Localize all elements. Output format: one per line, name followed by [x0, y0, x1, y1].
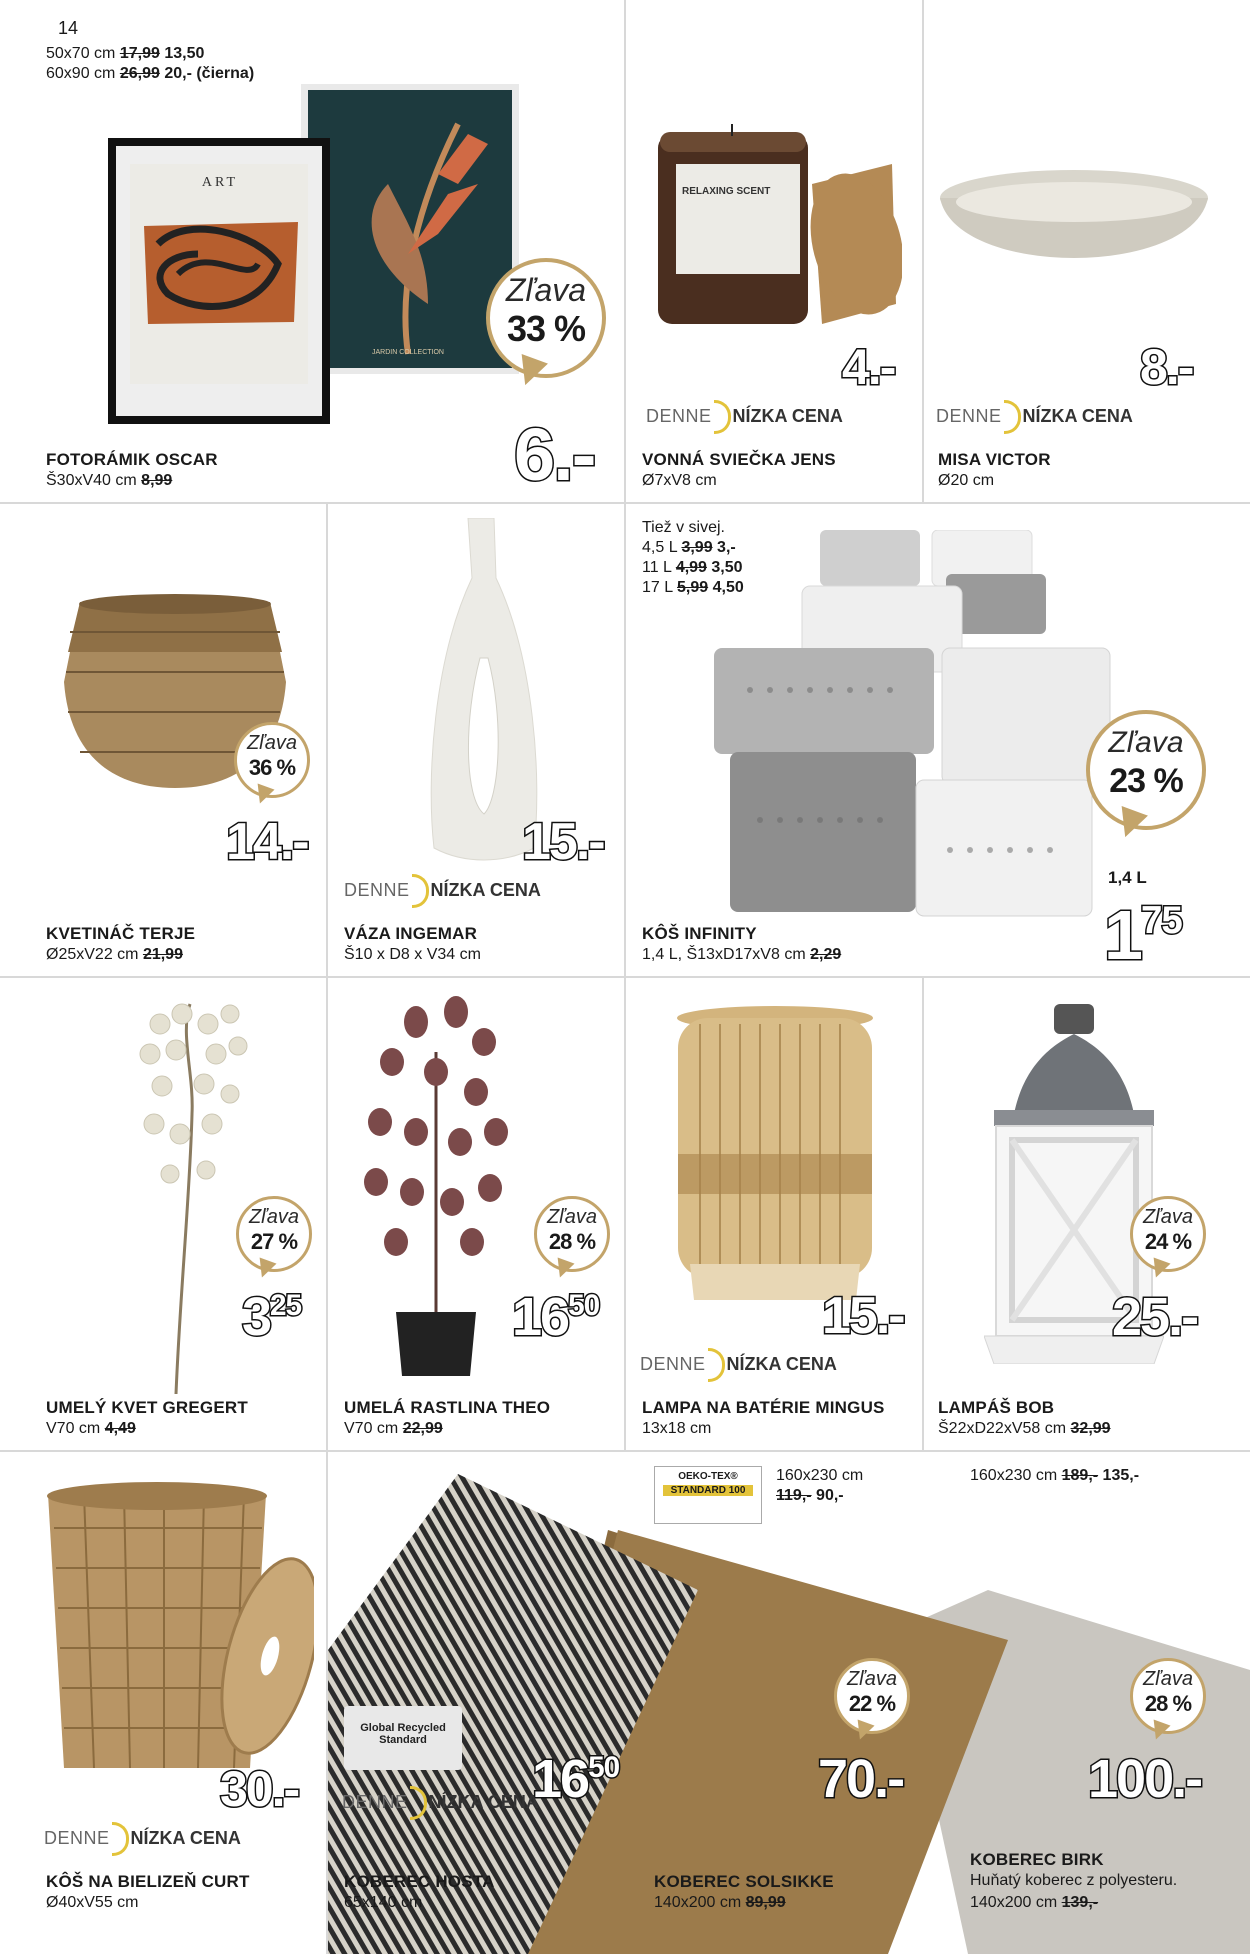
price: 15.- [822, 1287, 904, 1345]
product-desc: Š10 x D8 x V34 cm [344, 946, 481, 963]
product-name: FOTORÁMIK OSCAR [46, 450, 218, 469]
price: 14.- [226, 813, 308, 871]
price: $16^{50}$ [532, 1749, 620, 1809]
divider [326, 976, 328, 1450]
denne-nizka-cena-logo: DENNE NÍZKA CENA [344, 874, 541, 908]
denne-nizka-cena-logo: DENNE NÍZKA CENA [646, 400, 843, 434]
divider [922, 976, 924, 1450]
product-name: VONNÁ SVIEČKA JENS [642, 450, 836, 469]
price: 8.- [1140, 339, 1193, 395]
oscar-size-note: 50x70 cm 17,99 13,50 60x90 cm 26,99 20,- (čierna) [46, 45, 255, 82]
discount-badge: Zľava 27 % [236, 1196, 312, 1272]
product-desc: Huňatý koberec z polyesteru. [970, 1872, 1178, 1889]
discount-badge: Zľava 24 % [1130, 1196, 1206, 1272]
poster-caption: JARDIN COLLECTION [372, 349, 444, 356]
product-desc: V70 cm 4,49 [46, 1420, 136, 1437]
divider [624, 976, 626, 1450]
product-desc: 1,4 L, Š13xD17xV8 cm 2,29 [642, 946, 842, 963]
birk-size-note: 160x230 cm 189,- 135,- [970, 1467, 1140, 1484]
infinity-size-note: Tiež v sivej. 4,5 L 3,99 3,- 11 L 4,99 3,50 17 L 5,99 4,50 [642, 519, 744, 596]
denne-nizka-cena-logo: DENNE NÍZKA CENA [342, 1786, 539, 1820]
price: $1^{75}$ [1104, 896, 1182, 974]
price: 30.- [220, 1761, 299, 1817]
product-desc: Ø7xV8 cm [642, 472, 717, 489]
product-name: KÔŠ NA BIELIZEŇ CURT [46, 1872, 250, 1891]
size-label: 1,4 L [1108, 868, 1147, 887]
artificial-plant-image [356, 992, 516, 1378]
divider [326, 502, 328, 976]
product-desc: Ø20 cm [938, 472, 995, 489]
price: 70.- [818, 1749, 904, 1809]
product-name: KÔŠ INFINITY [642, 924, 757, 943]
global-recycled-standard-logo: Global Recycled Standard [344, 1706, 462, 1770]
product-desc: Š30xV40 cm 8,99 [46, 472, 173, 489]
product-desc: Š22xD22xV58 cm 32,99 [938, 1420, 1111, 1437]
price: $16^{50}$ [512, 1287, 600, 1347]
divider [0, 1450, 1250, 1452]
product-desc: 65x140 cm [344, 1894, 423, 1911]
product-desc: 140x200 cm 89,99 [654, 1894, 786, 1911]
candle-label: RELAXING SCENT [682, 186, 771, 197]
price: 100.- [1088, 1749, 1202, 1809]
product-name: LAMPÁŠ BOB [938, 1398, 1055, 1417]
lamp-image [670, 1004, 880, 1304]
laundry-basket-image [44, 1478, 314, 1778]
price: 6.- [514, 413, 595, 496]
divider [922, 0, 924, 502]
product-name: KOBEREC HOSTA [344, 1872, 495, 1891]
page-number: 14 [58, 18, 79, 38]
discount-badge: Zľava 33 % [486, 258, 606, 378]
product-desc: 140x200 cm 139,- [970, 1894, 1099, 1911]
product-name: UMELÁ RASTLINA THEO [344, 1398, 551, 1417]
poster-title: ART [201, 175, 239, 190]
price: 25.- [1112, 1287, 1198, 1347]
product-name: KOBEREC SOLSIKKE [654, 1872, 834, 1891]
product-desc: Ø40xV55 cm [46, 1894, 139, 1911]
denne-nizka-cena-logo: DENNE NÍZKA CENA [640, 1348, 837, 1382]
storage-baskets-image [710, 530, 1116, 920]
discount-badge: Zľava 36 % [234, 722, 310, 798]
divider [624, 502, 626, 976]
product-desc: 13x18 cm [642, 1420, 712, 1437]
discount-badge: Zľava 22 % [834, 1658, 910, 1734]
divider [624, 0, 626, 502]
price: $3^{25}$ [242, 1287, 302, 1347]
discount-badge: Zľava 28 % [534, 1196, 610, 1272]
discount-badge: Zľava 23 % [1086, 710, 1206, 830]
oeko-tex-label: OEKO-TEX® STANDARD 100 [654, 1466, 762, 1524]
price: 15.- [522, 813, 604, 871]
discount-badge: Zľava 28 % [1130, 1658, 1206, 1734]
artificial-flower-image [120, 994, 260, 1394]
picture-frames-image [108, 84, 528, 424]
solsikke-size-note: 160x230 cm 119,- 90,- [776, 1467, 864, 1504]
product-name: LAMPA NA BATÉRIE MINGUS [642, 1398, 885, 1417]
bowl-image [936, 168, 1212, 304]
price: 4.- [842, 339, 895, 395]
product-desc: V70 cm 22,99 [344, 1420, 443, 1437]
candle-image [652, 124, 902, 324]
product-name: KVETINÁČ TERJE [46, 924, 196, 943]
product-name: MISA VICTOR [938, 450, 1051, 469]
vase-image [424, 518, 544, 862]
product-desc: Ø25xV22 cm 21,99 [46, 946, 183, 963]
denne-nizka-cena-logo: DENNE NÍZKA CENA [936, 400, 1133, 434]
product-name: UMELÝ KVET GREGERT [46, 1398, 248, 1417]
product-name: VÁZA INGEMAR [344, 924, 478, 943]
product-name: KOBEREC BIRK [970, 1850, 1104, 1869]
denne-nizka-cena-logo: DENNE NÍZKA CENA [44, 1822, 241, 1856]
